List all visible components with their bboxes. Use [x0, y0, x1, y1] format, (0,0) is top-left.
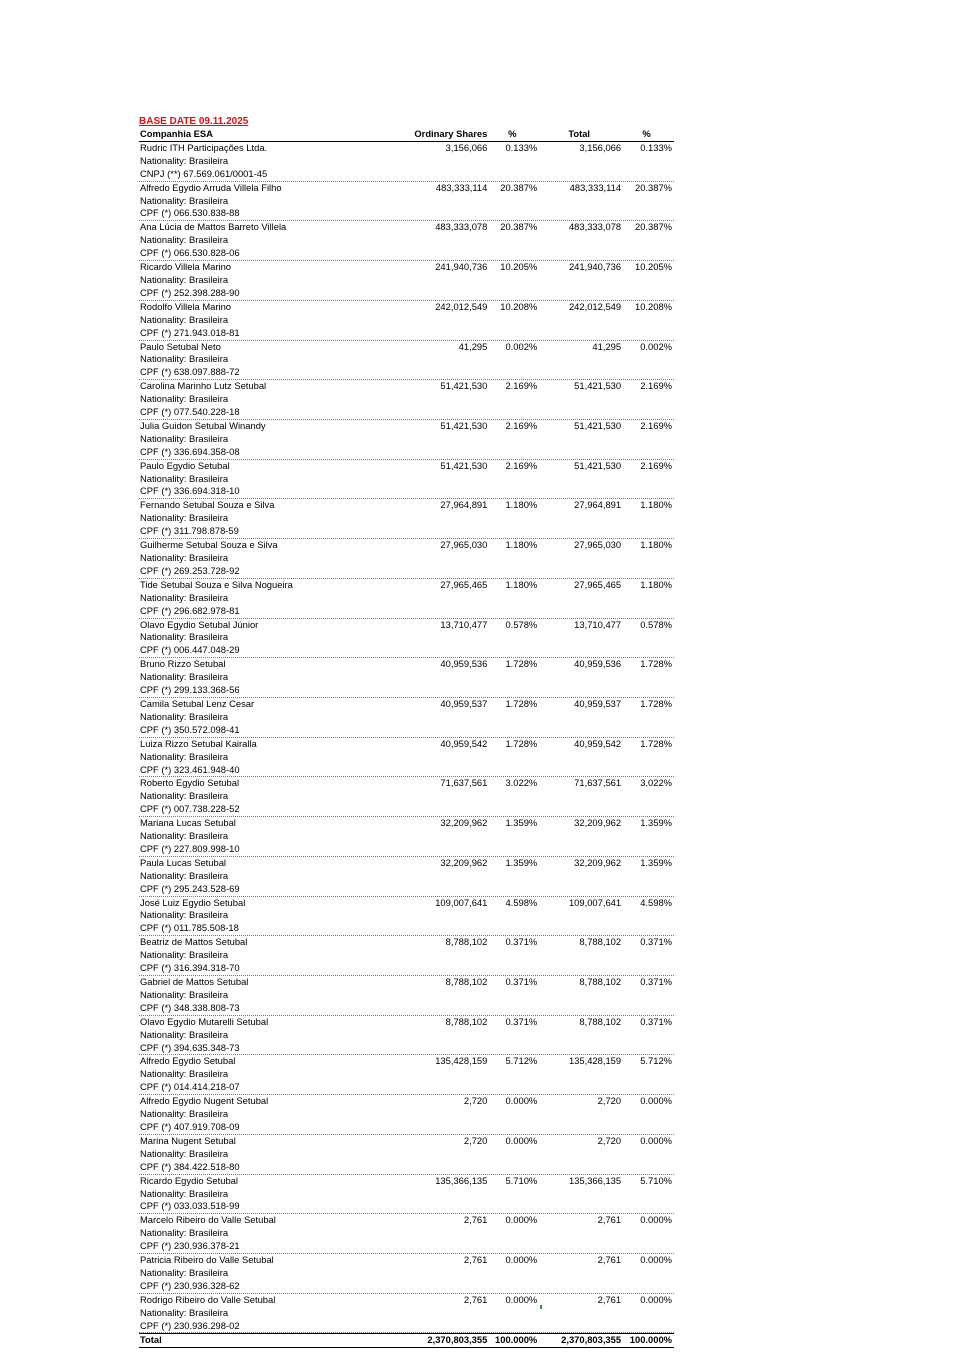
holder-total-percent: 0.000% [640, 1214, 672, 1226]
holder-nationality: Nationality: Brasileira [140, 1068, 229, 1080]
header-percent: % [508, 128, 517, 139]
holder-tax-id: CPF (*) 323.461.948-40 [140, 763, 240, 775]
table-row [139, 897, 674, 937]
holder-ordinary-shares: 13,710,477 [440, 618, 488, 630]
holder-total-percent: 0.000% [640, 1134, 672, 1146]
holder-name: Paulo Egydio Setubal [140, 459, 230, 471]
holder-total: 483,333,114 [569, 181, 622, 193]
holder-name: Paulo Setubal Neto [140, 340, 221, 352]
holder-name: Beatriz de Mattos Setubal [140, 936, 248, 948]
table-row [139, 221, 674, 261]
holder-nationality: Nationality: Brasileira [140, 1227, 229, 1239]
holder-total-percent: 1.728% [640, 658, 672, 670]
holder-percent: 2.169% [505, 380, 538, 392]
holder-ordinary-shares: 2,761 [463, 1214, 488, 1226]
holder-nationality: Nationality: Brasileira [140, 552, 229, 563]
holder-nationality: Nationality: Brasileira [140, 949, 229, 961]
holder-percent: 3.022% [505, 777, 538, 789]
holder-total: 8,788,102 [579, 1015, 622, 1027]
holder-tax-id: CPF (*) 271.943.018-81 [140, 326, 240, 338]
holder-percent: 20.387% [500, 181, 538, 193]
holder-total: 51,421,530 [574, 380, 622, 392]
holder-percent: 0.000% [505, 1214, 538, 1226]
holder-total: 27,965,465 [574, 578, 622, 590]
holder-percent: 0.371% [505, 936, 538, 948]
holder-nationality: Nationality: Brasileira [140, 353, 229, 365]
holder-nationality: Nationality: Brasileira [140, 909, 229, 921]
holder-nationality: Nationality: Brasileira [140, 1147, 229, 1159]
holder-percent: 0.000% [505, 1134, 538, 1146]
total-total: 2,370,803,355 [561, 1334, 622, 1346]
holder-percent: 2.169% [505, 419, 538, 431]
holder-total: 13,710,477 [574, 618, 622, 630]
holder-total-percent: 1.180% [640, 499, 672, 511]
holder-name: Ricardo Egydio Setubal [140, 1174, 238, 1186]
holder-total: 41,295 [592, 340, 622, 352]
holder-total: 51,421,530 [574, 459, 622, 471]
holder-tax-id: CPF (*) 311.798.878-59 [140, 525, 239, 537]
holder-total: 2,761 [597, 1254, 622, 1266]
holder-name: Bruno Rizzo Setubal [140, 658, 226, 670]
holder-percent: 0.000% [505, 1293, 538, 1305]
holder-total: 40,959,542 [574, 737, 622, 749]
holder-ordinary-shares: 483,333,078 [435, 221, 488, 233]
holder-total: 32,209,962 [574, 817, 622, 829]
holder-nationality: Nationality: Brasileira [140, 1266, 229, 1278]
holder-nationality: Nationality: Brasileira [140, 671, 229, 683]
holder-percent: 0.371% [505, 1015, 538, 1027]
holder-ordinary-shares: 2,761 [463, 1254, 488, 1266]
holder-name: Rudric ITH Participações Ltda. [140, 141, 268, 153]
holder-percent: 10.205% [500, 261, 538, 273]
table-row [139, 936, 674, 976]
holder-nationality: Nationality: Brasileira [140, 988, 229, 1000]
holder-percent: 1.728% [505, 658, 538, 670]
holder-percent: 5.712% [505, 1055, 538, 1067]
holder-percent: 20.387% [500, 221, 538, 233]
holder-total-percent: 1.180% [640, 578, 672, 590]
header-total-percent: % [642, 128, 651, 139]
holder-tax-id: CPF (*) 227.809.998-10 [140, 842, 240, 854]
table-row [139, 301, 674, 341]
holder-total-percent: 0.133% [640, 141, 672, 153]
holder-tax-id: CPF (*) 230.936.378-21 [140, 1240, 240, 1252]
holder-tax-id: CPF (*) 407.919.708-09 [140, 1120, 240, 1132]
holder-name: Alfredo Egydio Nugent Setubal [140, 1095, 269, 1107]
holder-name: Alfredo Egydio Arruda Villela Filho [140, 181, 282, 193]
holder-ordinary-shares: 2,761 [463, 1293, 488, 1305]
holder-tax-id: CPF (*) 014.414.218-07 [140, 1081, 240, 1093]
holder-percent: 2.169% [505, 459, 538, 471]
holder-percent: 1.359% [505, 856, 538, 868]
cell-marker [540, 1305, 542, 1309]
holder-nationality: Nationality: Brasileira [140, 869, 229, 881]
holder-name: Camila Setubal Lenz Cesar [140, 697, 255, 709]
table-row [139, 658, 674, 698]
holder-name: Gabriel de Mattos Setubal [140, 976, 249, 987]
holder-total-percent: 3.022% [640, 777, 672, 789]
holder-tax-id: CPF (*) 077.540.228-18 [140, 406, 240, 418]
holder-name: Guilherme Setubal Souza e Silva [140, 539, 278, 551]
holder-nationality: Nationality: Brasileira [140, 1028, 229, 1040]
holder-nationality: Nationality: Brasileira [140, 194, 229, 206]
holder-total-percent: 0.371% [640, 936, 672, 948]
holder-total-percent: 0.000% [640, 1254, 672, 1266]
holder-total-percent: 5.712% [640, 1055, 672, 1067]
holder-tax-id: CNPJ (**) 67.569.061/0001-45 [140, 167, 268, 179]
holder-tax-id: CPF (*) 007.738.228-52 [140, 803, 240, 815]
total-percent: 100.000% [495, 1334, 538, 1346]
holder-total-percent: 20.387% [634, 221, 672, 233]
holder-ordinary-shares: 51,421,530 [440, 459, 488, 471]
table-row [139, 1254, 674, 1294]
holder-total: 71,637,561 [574, 777, 622, 789]
holder-ordinary-shares: 8,788,102 [445, 976, 488, 987]
holder-ordinary-shares: 40,959,537 [440, 697, 488, 709]
holder-total: 483,333,078 [568, 221, 622, 233]
holder-ordinary-shares: 3,156,066 [445, 141, 488, 153]
total-label: Total [140, 1334, 162, 1346]
holder-nationality: Nationality: Brasileira [140, 393, 229, 405]
holder-percent: 1.728% [505, 697, 538, 709]
holder-tax-id: CPF (*) 316.394.318-70 [140, 962, 240, 974]
holder-nationality: Nationality: Brasileira [140, 512, 229, 524]
holder-total: 241,940,736 [568, 261, 622, 273]
holder-name: Ana Lúcia de Mattos Barreto Villela [140, 221, 287, 233]
holder-total-percent: 20.387% [634, 181, 672, 193]
holder-ordinary-shares: 242,012,549 [435, 300, 488, 312]
holder-name: Luiza Rizzo Setubal Kairalla [140, 737, 257, 749]
holder-tax-id: CPF (*) 006.447.048-29 [140, 644, 240, 656]
holder-percent: 1.180% [505, 499, 538, 511]
holder-ordinary-shares: 27,965,465 [440, 578, 488, 590]
holder-tax-id: CPF (*) 252.398.288-90 [140, 286, 240, 298]
holder-nationality: Nationality: Brasileira [140, 234, 229, 246]
holder-total: 8,788,102 [579, 936, 622, 948]
holder-total-percent: 1.180% [640, 539, 672, 551]
holder-nationality: Nationality: Brasileira [140, 273, 229, 285]
holder-tax-id: CPF (*) 033.033.518-99 [140, 1200, 240, 1212]
shareholder-sheet [139, 116, 674, 1348]
table-row [139, 182, 674, 222]
holder-ordinary-shares: 40,959,536 [440, 658, 488, 670]
table-row [139, 1175, 674, 1215]
holder-ordinary-shares: 241,940,736 [435, 261, 488, 273]
holder-nationality: Nationality: Brasileira [140, 472, 229, 484]
holder-ordinary-shares: 8,788,102 [445, 936, 488, 948]
holder-nationality: Nationality: Brasileira [140, 432, 229, 444]
holder-ordinary-shares: 51,421,530 [440, 380, 488, 392]
holder-name: José Luiz Egydio Setubal [140, 896, 246, 908]
holder-tax-id: CPF (*) 394.635.348-73 [140, 1041, 240, 1053]
holder-total-percent: 4.598% [640, 896, 672, 908]
holder-tax-id: CPF (*) 230.936.298-02 [140, 1319, 240, 1331]
table-row [139, 976, 674, 1016]
table-row [139, 1055, 674, 1095]
holder-total: 2,720 [597, 1095, 622, 1107]
holder-ordinary-shares: 40,959,542 [440, 737, 488, 749]
holder-ordinary-shares: 32,209,962 [440, 856, 488, 868]
holder-nationality: Nationality: Brasileira [140, 154, 229, 166]
header-company: Companhia ESA [140, 128, 213, 139]
holder-nationality: Nationality: Brasileira [140, 1108, 229, 1120]
holder-total-percent: 2.169% [640, 459, 672, 471]
holder-tax-id: CPF (*) 638.097.888-72 [140, 366, 240, 378]
holder-total: 135,428,159 [568, 1055, 622, 1067]
holder-percent: 5.710% [505, 1174, 538, 1186]
total-ordinary: 2,370,803,355 [427, 1334, 488, 1346]
holder-tax-id: CPF (*) 336.694.318-10 [140, 485, 240, 497]
holder-tax-id: CPF (*) 336.694.358-08 [140, 445, 240, 457]
table-row [139, 777, 674, 817]
table-row [139, 261, 674, 301]
holder-ordinary-shares: 51,421,530 [440, 419, 488, 431]
holder-total-percent: 1.359% [640, 817, 672, 829]
holder-total-percent: 2.169% [640, 380, 672, 392]
table-row [139, 142, 674, 182]
holder-total-percent: 10.205% [634, 261, 672, 273]
holder-total-percent: 2.169% [640, 419, 672, 431]
holder-name: Roberto Egydio Setubal [140, 777, 240, 789]
holder-total: 109,007,641 [568, 896, 622, 908]
holder-total-percent: 0.000% [640, 1095, 672, 1107]
base-date-label: BASE DATE 09.11.2025 [139, 116, 249, 127]
holder-percent: 0.133% [505, 141, 538, 153]
holder-tax-id: CPF (*) 230.936.328-62 [140, 1279, 240, 1291]
holder-name: Olavo Egydio Setubal Júnior [140, 618, 259, 630]
holder-name: Olavo Egydio Mutarelli Setubal [140, 1015, 269, 1027]
holder-ordinary-shares: 2,720 [463, 1095, 488, 1107]
table-row [139, 738, 674, 778]
holder-tax-id: CPF (*) 296.682.978-81 [140, 604, 240, 616]
holder-name: Paula Lucas Setubal [140, 856, 227, 868]
holder-ordinary-shares: 2,720 [463, 1134, 488, 1146]
holder-tax-id: CPF (*) 299.133.368-56 [140, 684, 240, 696]
holder-tax-id: CPF (*) 269.253.728-92 [140, 564, 240, 576]
holder-total: 27,965,030 [574, 539, 622, 551]
holders-list [139, 142, 674, 1334]
holder-nationality: Nationality: Brasileira [140, 790, 229, 802]
holder-total-percent: 1.728% [640, 737, 672, 749]
header-total: Total [568, 128, 591, 139]
holder-nationality: Nationality: Brasileira [140, 1187, 229, 1199]
holder-total: 8,788,102 [579, 976, 622, 987]
holder-total-percent: 0.371% [640, 1015, 672, 1027]
holder-nationality: Nationality: Brasileira [140, 591, 229, 603]
table-row [139, 539, 674, 579]
holder-tax-id: CPF (*) 011.785.508-18 [140, 922, 239, 934]
table-row [139, 380, 674, 420]
table-row [139, 341, 674, 381]
holder-tax-id: CPF (*) 384.422.518-80 [140, 1160, 240, 1172]
holder-name: Marcelo Ribeiro do Valle Setubal [140, 1214, 276, 1226]
holder-ordinary-shares: 27,965,030 [440, 539, 488, 551]
total-total-percent: 100.000% [629, 1334, 672, 1346]
holder-nationality: Nationality: Brasileira [140, 631, 229, 643]
holder-total-percent: 10.208% [634, 300, 672, 312]
holder-percent: 4.598% [505, 896, 538, 908]
holder-percent: 1.180% [505, 578, 538, 590]
holder-ordinary-shares: 135,366,135 [435, 1174, 488, 1186]
holder-nationality: Nationality: Brasileira [140, 1306, 229, 1318]
holder-name: Mariana Lucas Setubal [140, 817, 236, 829]
holder-total: 40,959,536 [574, 658, 622, 670]
table-row [139, 460, 674, 500]
table-row [139, 1095, 674, 1135]
holder-percent: 0.371% [505, 976, 538, 987]
holder-total: 32,209,962 [574, 856, 622, 868]
holder-ordinary-shares: 135,428,159 [435, 1055, 488, 1067]
table-row [139, 698, 674, 738]
holder-total: 40,959,537 [574, 697, 622, 709]
holder-ordinary-shares: 71,637,561 [440, 777, 488, 789]
holder-ordinary-shares: 41,295 [458, 340, 488, 352]
holder-percent: 0.000% [505, 1254, 538, 1266]
holder-ordinary-shares: 109,007,641 [435, 896, 488, 908]
table-row [139, 857, 674, 897]
holder-name: Ricardo Villela Marino [140, 261, 232, 273]
holder-name: Fernando Setubal Souza e Silva [140, 499, 275, 511]
holder-tax-id: CPF (*) 066.530.828-06 [140, 247, 240, 259]
holder-total-percent: 5.710% [640, 1174, 672, 1186]
holder-nationality: Nationality: Brasileira [140, 313, 229, 325]
holder-percent: 0.002% [505, 340, 538, 352]
holder-tax-id: CPF (*) 350.572.098-41 [140, 723, 240, 735]
holder-ordinary-shares: 27,964,891 [440, 499, 488, 511]
holder-name: Rodrigo Ribeiro do Valle Setubal [140, 1293, 276, 1305]
holder-total: 27,964,891 [574, 499, 622, 511]
holder-total: 2,761 [597, 1293, 622, 1305]
holder-total: 242,012,549 [568, 300, 622, 312]
holder-total: 2,761 [597, 1214, 622, 1226]
holder-name: Marina Nugent Setubal [140, 1134, 236, 1146]
table-header [139, 128, 674, 142]
holder-total-percent: 0.000% [640, 1293, 672, 1305]
table-row [139, 619, 674, 659]
holder-total: 135,366,135 [568, 1174, 622, 1186]
holder-name: Tide Setubal Souza e Silva Nogueira [140, 578, 293, 590]
total-row [139, 1333, 674, 1348]
holder-percent: 1.180% [505, 539, 538, 551]
holder-total: 51,421,530 [574, 419, 622, 431]
holder-name: Julia Guidon Setubal Winandy [140, 419, 266, 431]
table-row [139, 420, 674, 460]
table-row [139, 1016, 674, 1056]
holder-total: 2,720 [597, 1134, 622, 1146]
holder-nationality: Nationality: Brasileira [140, 710, 229, 722]
holder-total: 3,156,066 [579, 141, 622, 153]
holder-total-percent: 1.359% [640, 856, 672, 868]
holder-total-percent: 0.371% [640, 976, 672, 987]
holder-tax-id: CPF (*) 066.530.838-88 [140, 207, 240, 219]
holder-nationality: Nationality: Brasileira [140, 830, 229, 842]
holder-percent: 1.728% [505, 737, 538, 749]
holder-total-percent: 0.002% [640, 340, 672, 352]
holder-percent: 0.000% [505, 1095, 538, 1107]
table-row [139, 1294, 674, 1334]
holder-name: Alfredo Egydio Setubal [140, 1055, 236, 1067]
holder-tax-id: CPF (*) 295.243.528-69 [140, 882, 240, 894]
holder-name: Rodolfo Villela Marino [140, 300, 232, 312]
holder-percent: 1.359% [505, 817, 538, 829]
holder-ordinary-shares: 483,333,114 [435, 181, 488, 193]
holder-name: Patricia Ribeiro do Valle Setubal [140, 1254, 274, 1266]
holder-percent: 0.578% [505, 618, 538, 630]
holder-total-percent: 0.578% [640, 618, 672, 630]
holder-percent: 10.208% [500, 300, 538, 312]
table-row [139, 817, 674, 857]
table-row [139, 1135, 674, 1175]
holder-tax-id: CPF (*) 348.338.808-73 [140, 1001, 240, 1013]
holder-ordinary-shares: 32,209,962 [440, 817, 488, 829]
header-ordinary-shares: Ordinary Shares [414, 128, 488, 139]
table-row [139, 579, 674, 619]
table-row [139, 1214, 674, 1254]
holder-ordinary-shares: 8,788,102 [445, 1015, 488, 1027]
holder-name: Carolina Marinho Lutz Setubal [140, 380, 267, 392]
table-row [139, 499, 674, 539]
holder-total-percent: 1.728% [640, 697, 672, 709]
holder-nationality: Nationality: Brasileira [140, 750, 229, 762]
